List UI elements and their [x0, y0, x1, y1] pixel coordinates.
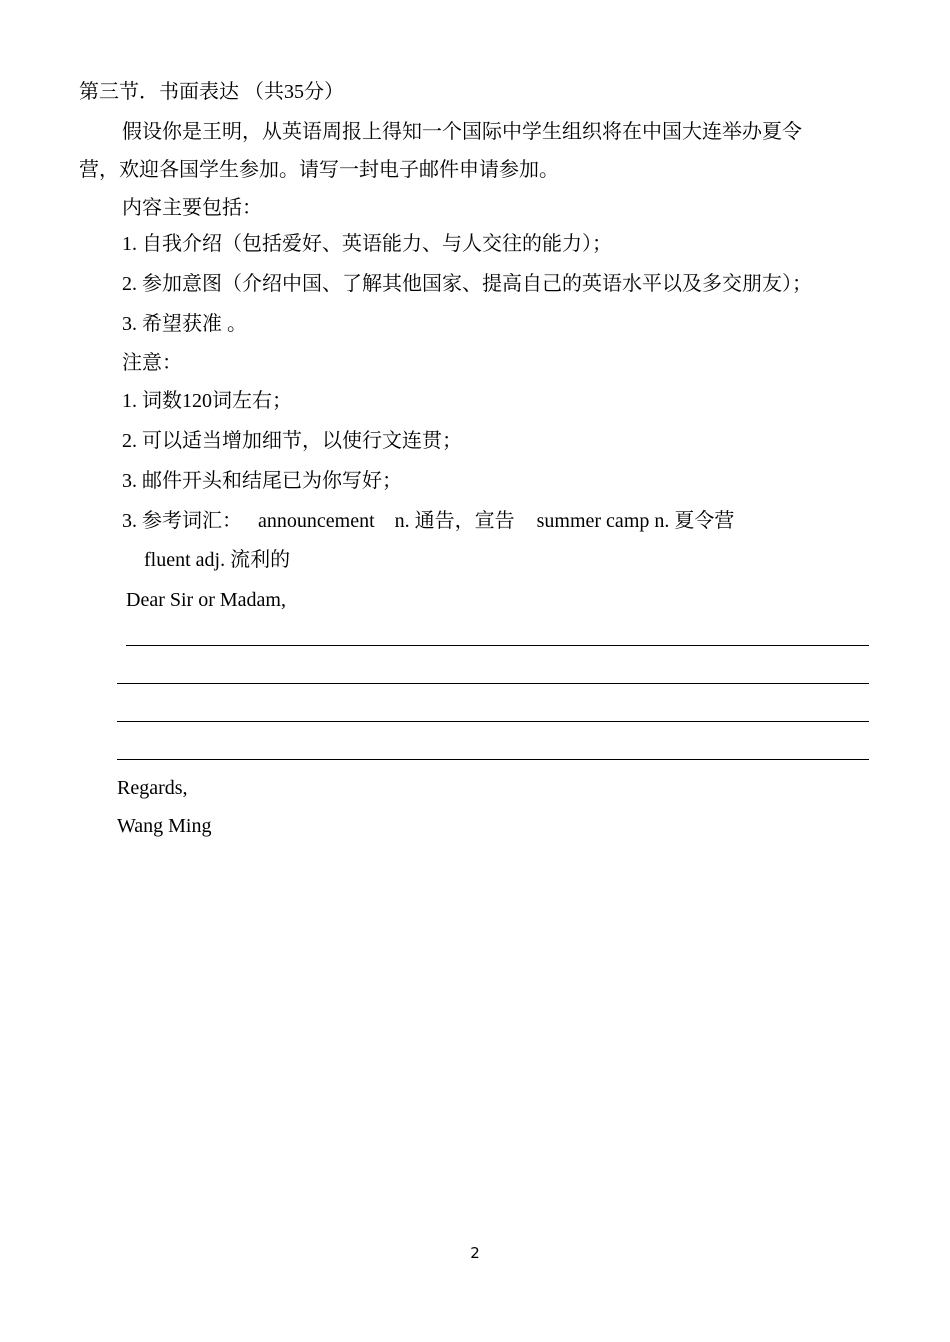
vocab-extra: fluent adj. 流利的: [144, 549, 291, 571]
prompt-line-1: 假设你是王明，从英语周报上得知一个国际中学生组织将在中国大连举办夏令: [122, 121, 802, 143]
writing-line-3: [117, 721, 869, 722]
writing-line-4: [117, 759, 869, 760]
vocab-prefix: 3. 参考词汇：: [122, 510, 242, 532]
letter-signature: Wang Ming: [117, 815, 212, 837]
content-item-3: 3. 希望获准 。: [122, 313, 247, 335]
content-heading: 内容主要包括：: [122, 197, 262, 219]
letter-closing: Regards,: [117, 777, 188, 799]
notes-item-3: 3. 邮件开头和结尾已为你写好；: [122, 470, 402, 492]
letter-greeting: Dear Sir or Madam,: [126, 589, 286, 611]
writing-line-1: [126, 645, 869, 646]
vocab-item-summer-camp: summer camp n. 夏令营: [536, 510, 735, 532]
writing-line-2: [117, 683, 869, 684]
content-item-2: 2. 参加意图（介绍中国、了解其他国家、提高自己的英语水平以及多交朋友）；: [122, 273, 812, 295]
prompt-line-2: 营，欢迎各国学生参加。请写一封电子邮件申请参加。: [79, 159, 559, 181]
page-number: 2: [470, 1244, 480, 1262]
vocab-item-announcement: announcement n. 通告，宣告: [258, 510, 515, 532]
section-title: 第三节．书面表达 （共35分）: [79, 81, 344, 103]
notes-heading: 注意：: [122, 352, 182, 374]
notes-item-2: 2. 可以适当增加细节，以使行文连贯；: [122, 430, 462, 452]
content-item-1: 1. 自我介绍（包括爱好、英语能力、与人交往的能力）；: [122, 233, 612, 255]
vocab-line: [122, 509, 734, 533]
notes-item-1: 1. 词数120词左右；: [122, 390, 292, 412]
